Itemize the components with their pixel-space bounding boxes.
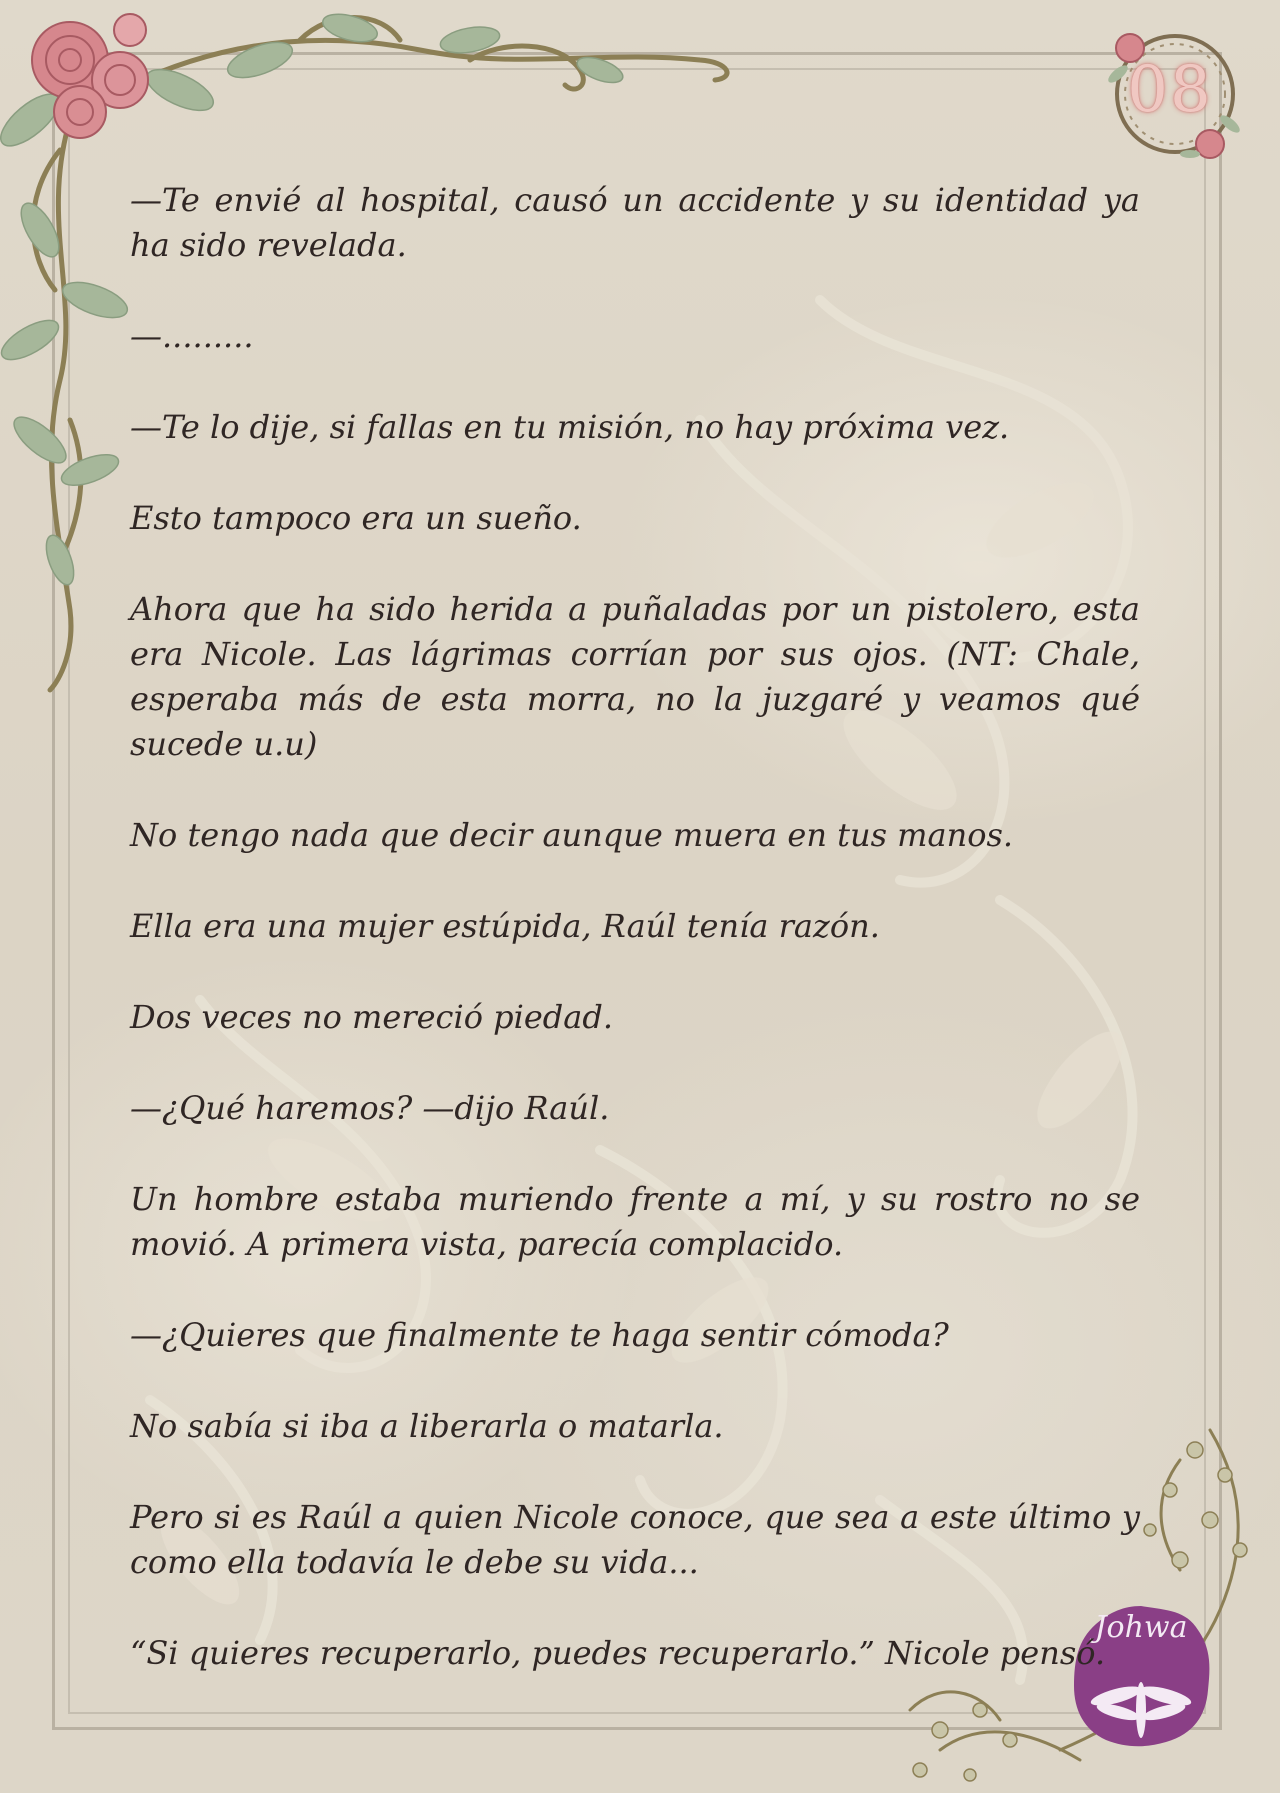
story-text [130, 178, 1140, 1722]
paragraph-7: Ella era una mujer estúpida, Raúl tenía razón. [130, 907, 880, 945]
paragraph-6: No tengo nada que decir aunque muera en tus manos. [130, 816, 1014, 854]
paragraph-4: Esto tampoco era un sueño. [130, 499, 582, 537]
paragraph-5: Ahora que ha sido herida a puñaladas por un pistolero, esta era Nicole. Las lágrimas corrían por sus ojos. (NT: Chale, esperaba más de esta morra, no la juzgaré y veamos qué sucede u.u) [130, 590, 1140, 763]
paragraph-11: —¿Quieres que finalmente te haga sentir cómoda? [130, 1316, 949, 1354]
paragraph-14: “Si quieres recuperarlo, puedes recuperarlo.” Nicole pensó. [130, 1634, 1106, 1672]
paragraph-13: Pero si es Raúl a quien Nicole conoce, que sea a este último y como ella todavía le debe su vida... [130, 1498, 1140, 1581]
paragraph-1: —Te envié al hospital, causó un accidente y su identidad ya ha sido revelada. [130, 181, 1140, 264]
paragraph-12: No sabía si iba a liberarla o matarla. [130, 1407, 724, 1445]
paragraph-10: Un hombre estaba muriendo frente a mí, y su rostro no se movió. A primera vista, parecía complacido. [130, 1180, 1140, 1263]
paragraph-8: Dos veces no mereció piedad. [130, 998, 614, 1036]
paragraph-9: —¿Qué haremos? —dijo Raúl. [130, 1089, 610, 1127]
johwa-watermark-label: Johwa [1094, 1610, 1188, 1645]
chapter-number: 08 [1127, 53, 1213, 127]
paragraph-2: —......... [130, 317, 254, 355]
paragraph-3: —Te lo dije, si fallas en tu misión, no hay próxima vez. [130, 408, 1010, 446]
